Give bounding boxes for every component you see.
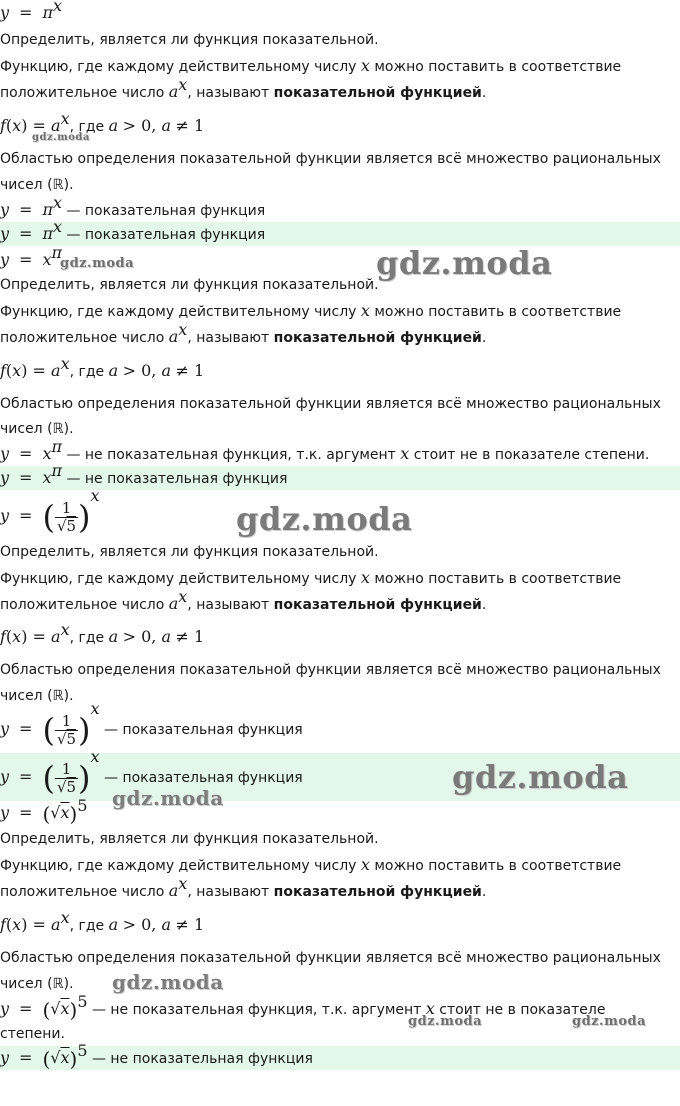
watermark-logo: gdz.moda [32, 132, 90, 143]
task-expression-1: $y = \pi^x$ [0, 0, 62, 22]
watermark-logo: gdz.moda [452, 758, 629, 796]
definition-line: Функцию, где каждому действительному числу x можно поставить в соответствие [0, 56, 622, 75]
definition-line: Функцию, где каждому действительному числу x можно поставить в соответствие [0, 568, 622, 587]
formula-line: $f(x) = a^x$, где a > 0, a ≠ 1 [0, 354, 205, 380]
question-text: Определить, является ли функция показательной. [0, 32, 379, 48]
analysis-line: $y = x^\pi$ — не показательная функция, т.к. аргумент x стоит не в показателе степени. [0, 437, 650, 463]
formula-line: $f(x) = a^x$, где a > 0, a ≠ 1 [0, 109, 205, 135]
formula-line: $f(x) = a^x$, где a > 0, a ≠ 1 [0, 620, 205, 646]
watermark-logo: gdz.moda [572, 1014, 647, 1029]
formula-line: $f(x) = a^x$, где a > 0, a ≠ 1 [0, 908, 205, 934]
definition-line: Функцию, где каждому действительному числу x можно поставить в соответствие [0, 301, 622, 320]
question-text: Определить, является ли функция показательной. [0, 544, 379, 560]
domain-line: чисел (ℝ). [0, 177, 74, 193]
question-text: Определить, является ли функция показательной. [0, 277, 379, 293]
answer-highlight: $y = (√x)^5$ — не показательная функция [0, 1046, 680, 1070]
domain-line: Областью определения показательной функции является всё множество рациональных [0, 151, 661, 167]
definition-line: положительное число $a^x$, называют показательной функцией. [0, 874, 487, 900]
domain-line: чисел (ℝ). [0, 421, 74, 437]
watermark-logo: gdz.moda [236, 500, 413, 538]
answer-highlight: $y = \pi^x$ — показательная функция [0, 222, 680, 246]
task-expression-4: $y = (√x)^5$ [0, 796, 88, 826]
definition-line: Функцию, где каждому действительному числу x можно поставить в соответствие [0, 855, 622, 874]
watermark-logo: gdz.moda [112, 786, 224, 810]
task-expression-3: y = ( $\frac{1}{√5}$ )$^x$ [0, 486, 100, 536]
analysis-line-cont: степени. [0, 1026, 65, 1042]
watermark-logo: gdz.moda [408, 1014, 483, 1029]
watermark-logo: gdz.moda [376, 244, 553, 282]
analysis-line: $y = (√x)^5$ — не показательная функция, т.к. аргумент x стоит не в показателе [0, 992, 606, 1022]
domain-line: Областью определения показательной функции является всё множество рациональных [0, 662, 661, 678]
task-expression-2: $y = x^\pi$ [0, 243, 62, 269]
domain-line: чисел (ℝ). [0, 688, 74, 704]
watermark-logo: gdz.moda [60, 256, 135, 271]
analysis-line: $y = \pi^x$ — показательная функция [0, 193, 266, 219]
answer-highlight: y = ( $\frac{1}{√5}$ )$^x$ — показательная функция [0, 753, 680, 801]
answer-highlight: $y = x^\pi$ — не показательная функция [0, 466, 680, 490]
analysis-line: y = ( $\frac{1}{√5}$ )$^x$ — показательная функция [0, 699, 303, 749]
definition-line: положительное число $a^x$, называют показательной функцией. [0, 587, 487, 613]
definition-line: положительное число $a^x$, называют показательной функцией. [0, 320, 487, 346]
question-text: Определить, является ли функция показательной. [0, 831, 379, 847]
domain-line: Областью определения показательной функции является всё множество рациональных [0, 950, 661, 966]
watermark-logo: gdz.moda [112, 970, 224, 994]
domain-line: Областью определения показательной функции является всё множество рациональных [0, 396, 661, 412]
domain-line: чисел (ℝ). [0, 976, 74, 992]
definition-line: положительное число $a^x$, называют показательной функцией. [0, 75, 487, 101]
